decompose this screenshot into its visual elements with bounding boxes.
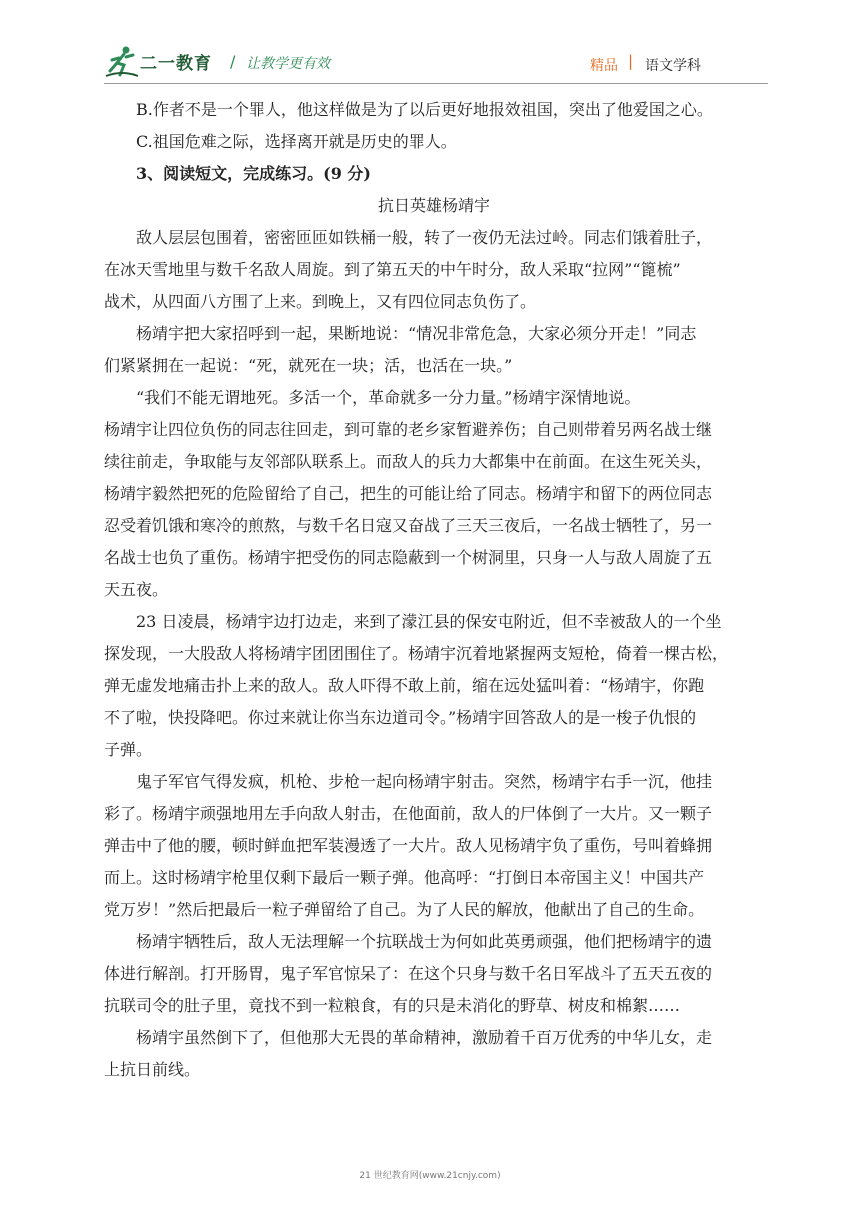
article-line: 党万岁！”然后把最后一粒子弹留给了自己。为了人民的解放，他献出了自己的生命。 [104, 900, 705, 919]
tag-separator: | [628, 52, 634, 70]
article-line: 杨靖宇让四位负伤的同志往回走，到可靠的老乡家暂避养伤；自己则带着另两名战士继 [104, 420, 713, 439]
quality-tag: 精品 [590, 58, 618, 74]
article-line: 不了啦，快投降吧。你过来就让你当东边道司令。”杨靖宇回答敌人的是一梭子仇恨的 [104, 708, 697, 727]
article-line: “我们不能无谓地死。多活一个，革命就多一分力量。”杨靖宇深情地说。 [136, 388, 641, 407]
article-line: 彩了。杨靖宇顽强地用左手向敌人射击，在他面前，敌人的尸体倒了一大片。又一颗子 [104, 804, 713, 823]
article-line: 名战士也负了重伤。杨靖宇把受伤的同志隐蔽到一个树洞里，只身一人与敌人周旋了五 [104, 548, 713, 567]
article-line: 探发现，一大股敌人将杨靖宇团团围住了。杨靖宇沉着地紧握两支短枪，倚着一棵古松， [104, 644, 729, 663]
option-b: B.作者不是一个罪人，他这样做是为了以后更好地报效祖国，突出了他爱国之心。 [136, 100, 713, 119]
article-line: 抗联司令的肚子里，竟找不到一粒粮食，有的只是未消化的野草、树皮和棉絮…… [104, 996, 681, 1015]
article-title: 抗日英雄杨靖宇 [377, 196, 490, 215]
article-line: 上抗日前线。 [104, 1060, 201, 1079]
article-line: 敌人层层包围着，密密匝匝如铁桶一般，转了一夜仍无法过岭。同志们饿着肚子， [136, 228, 713, 247]
logo [104, 44, 224, 80]
option-c: C.祖国危难之际，选择离开就是历史的罪人。 [136, 132, 457, 151]
article-line: 杨靖宇把大家招呼到一起，果断地说：“情况非常危急，大家必须分开走！”同志 [136, 324, 697, 343]
article-line: 23 日凌晨，杨靖宇边打边走，来到了濛江县的保安屯附近，但不幸被敌人的一个坐 [136, 612, 722, 631]
article-line: 战术，从四面八方围了上来。到晚上，又有四位同志负伤了。 [104, 292, 537, 311]
article-line: 弹击中了他的腰，顿时鲜血把军装漫透了一大片。敌人见杨靖宇负了重伤，号叫着蜂拥 [104, 836, 713, 855]
article-line: 们紧紧拥在一起说：“死，就死在一块；活，也活在一块。” [104, 356, 513, 375]
article-text [104, 222, 764, 1086]
article-line: 续往前走，争取能与友邻部队联系上。而敌人的兵力大都集中在前面。在这生死关头， [104, 452, 713, 471]
page-footer: 21 世纪教育网(www.21cnjy.com) [359, 1171, 501, 1181]
header-divider [104, 83, 768, 84]
article-line: 杨靖宇虽然倒下了，但他那大无畏的革命精神，激励着千百万优秀的中华儿女，走 [136, 1028, 713, 1047]
article-line: 杨靖宇毅然把死的危险留给了自己，把生的可能让给了同志。杨靖宇和留下的两位同志 [104, 484, 713, 503]
header-slash: / [230, 52, 236, 71]
article-line: 天五夜。 [104, 580, 169, 599]
article-line: 弹无虚发地痛击扑上来的敌人。敌人吓得不敢上前，缩在远处猛叫着：“杨靖宇，你跑 [104, 676, 705, 695]
page-header [0, 0, 860, 90]
question-heading: 3、阅读短文，完成练习。(9 分) [136, 164, 371, 183]
runner-logo-icon [104, 44, 140, 80]
article-line: 在冰天雪地里与数千名敌人周旋。到了第五天的中午时分，敌人采取“拉网”“篦梳” [104, 260, 681, 279]
subject-tag: 语文学科 [645, 58, 701, 74]
article-line: 鬼子军官气得发疯，机枪、步枪一起向杨靖宇射击。突然，杨靖宇右手一沉，他挂 [136, 772, 713, 791]
logo-text: 二一教育 [140, 54, 212, 74]
header-slogan: 让教学更有效 [246, 56, 330, 72]
article-line: 杨靖宇牺牲后，敌人无法理解一个抗联战士为何如此英勇顽强，他们把杨靖宇的遗 [136, 932, 713, 951]
article-line: 子弹。 [104, 740, 153, 759]
document-body [104, 94, 764, 1086]
article-line: 忍受着饥饿和寒冷的煎熬，与数千名日寇又奋战了三天三夜后，一名战士牺牲了，另一 [104, 516, 713, 535]
article-line: 体进行解剖。打开肠胃，鬼子军官惊呆了：在这个只身与数千名日军战斗了五天五夜的 [104, 964, 713, 983]
article-line: 而上。这时杨靖宇枪里仅剩下最后一颗子弹。他高呼：“打倒日本帝国主义！中国共产 [104, 868, 705, 887]
